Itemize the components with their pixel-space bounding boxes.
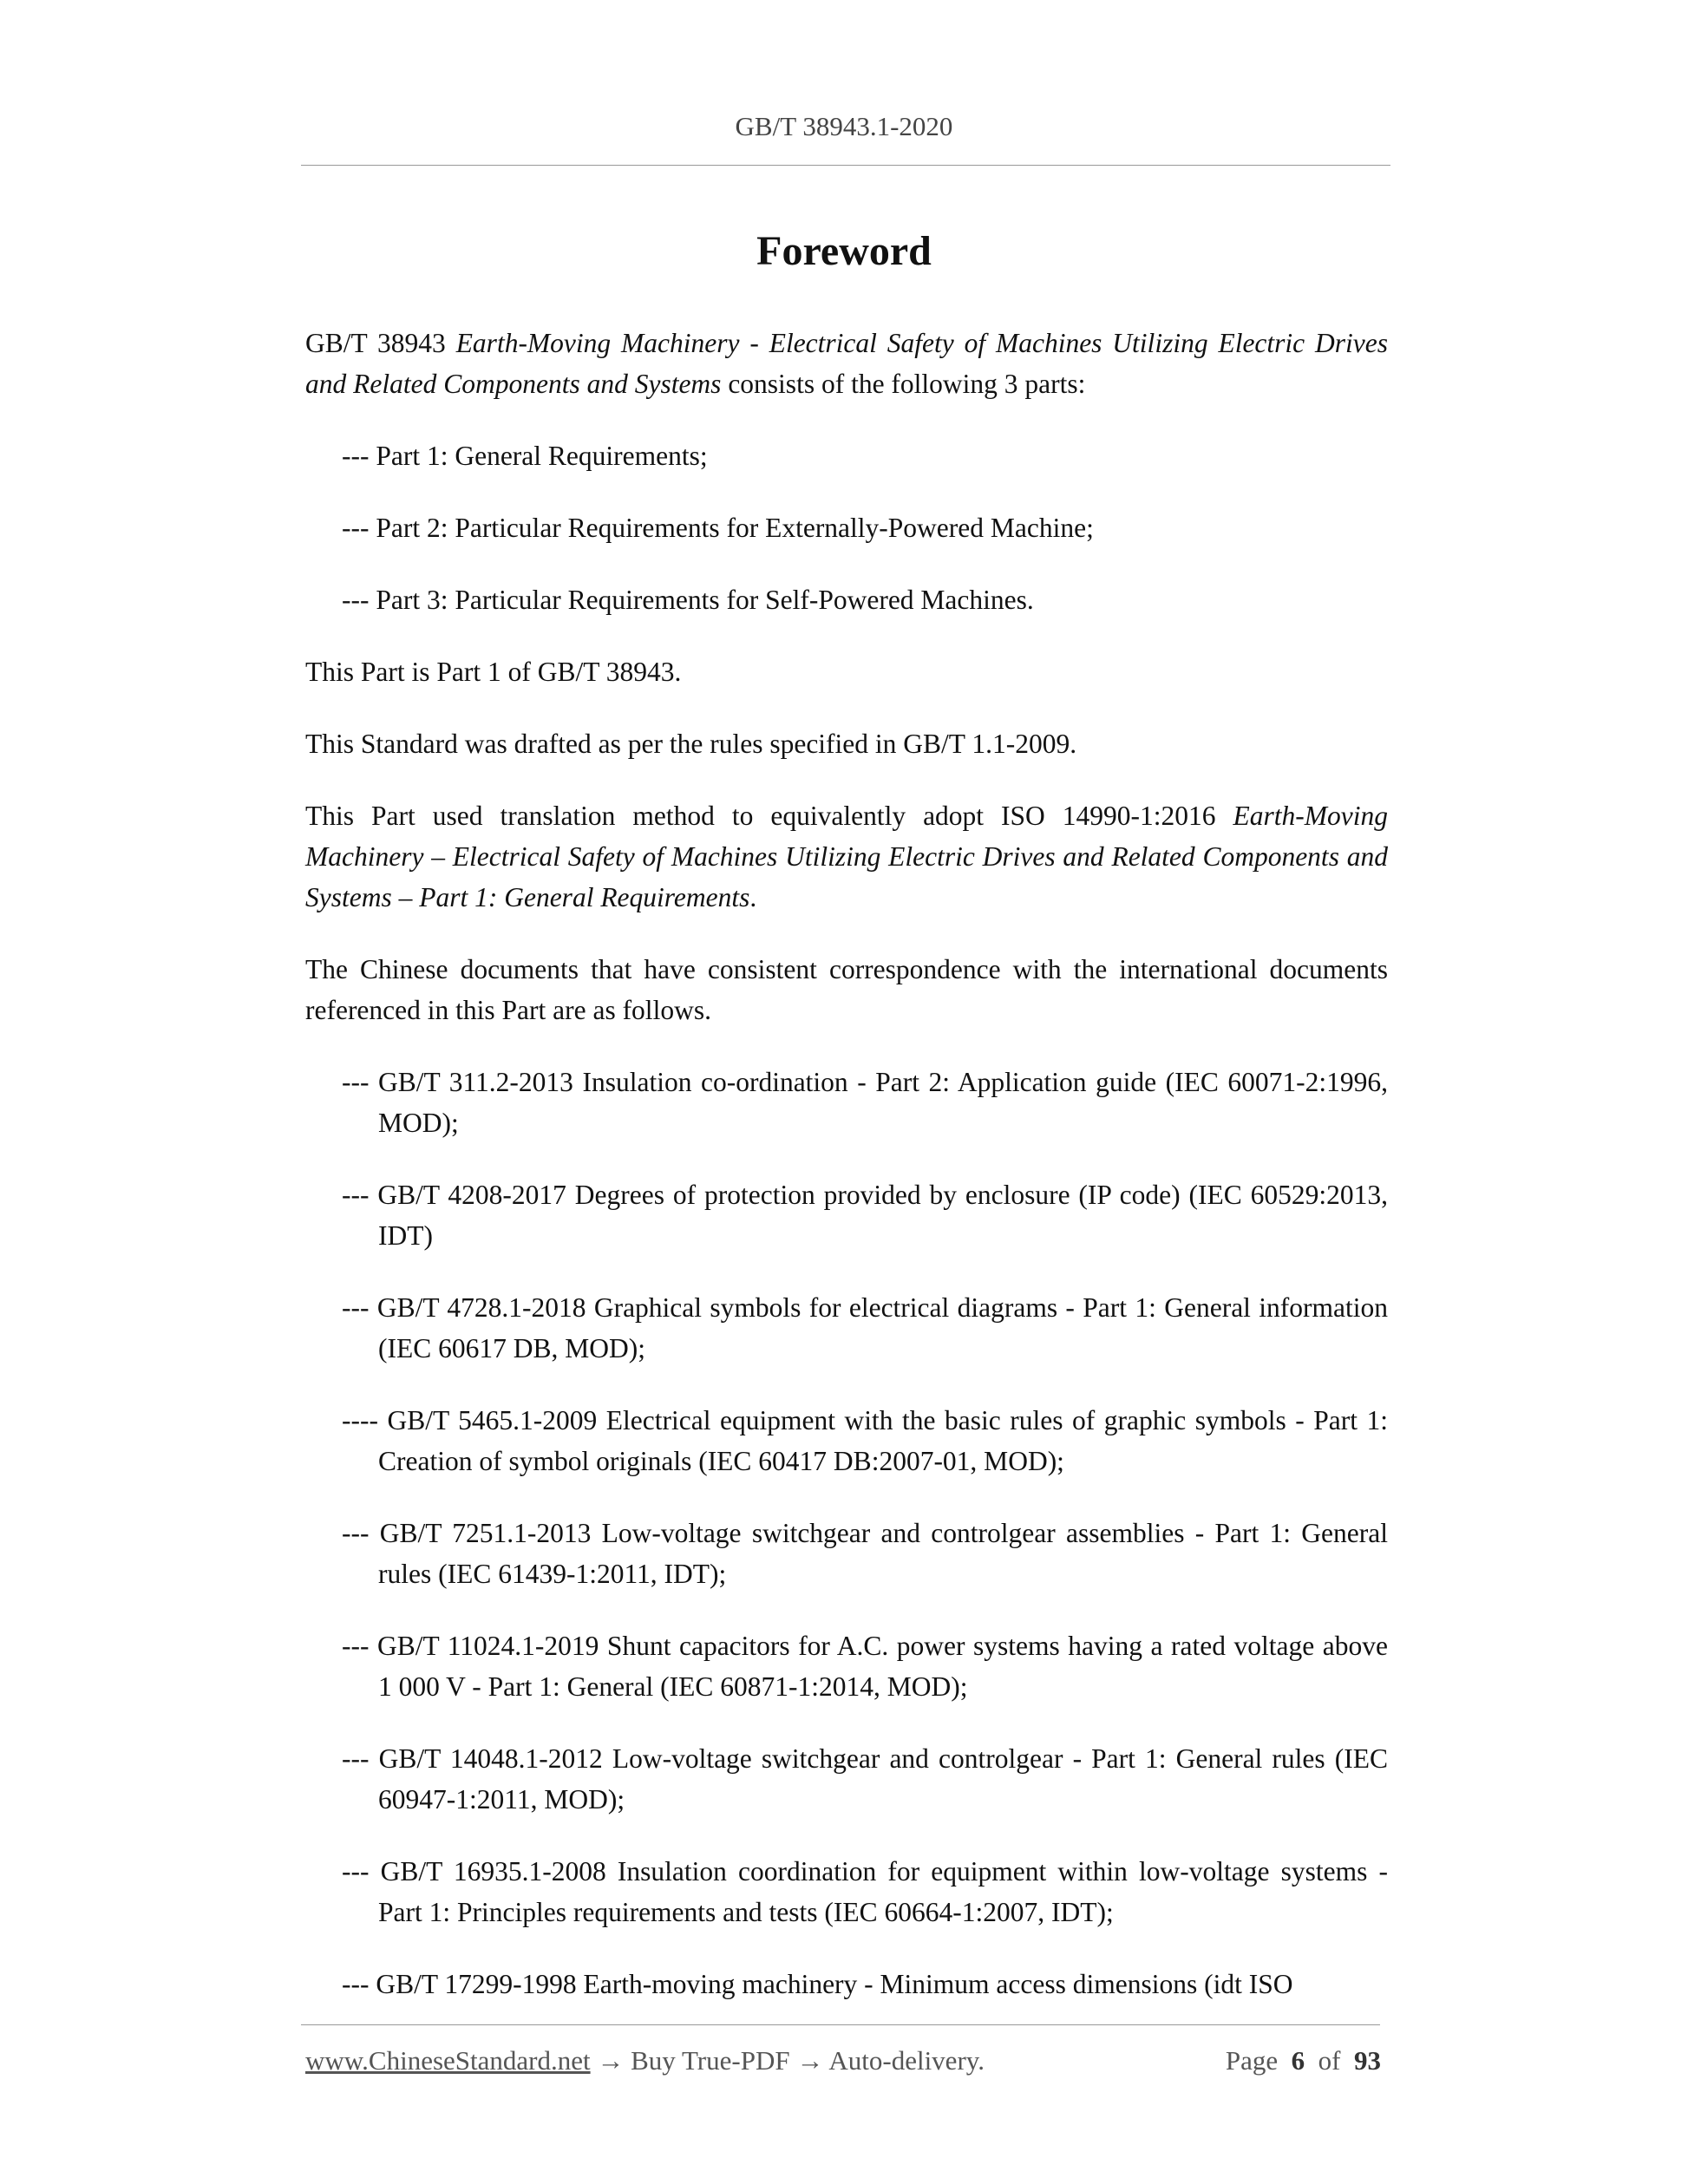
drafted-statement: This Standard was drafted as per the rules specified in GB/T 1.1-2009. <box>305 729 1077 759</box>
reference-item: --- GB/T 17299-1998 Earth-moving machinery - Minimum access dimensions (idt ISO <box>342 1969 1293 1999</box>
page-title: Foreword <box>756 228 932 274</box>
footer-tagline: → Buy True-PDF → Auto-delivery. <box>597 2045 985 2076</box>
site-link[interactable]: www.ChineseStandard.net <box>305 2045 591 2076</box>
current-page-number: 6 <box>1291 2045 1305 2076</box>
reference-item: --- GB/T 11024.1-2019 Shunt capacitors for A.C. power systems having a rated voltage above 1 000 V - Part 1: General (IEC 60871-1:2014, MOD); <box>342 1631 1388 1702</box>
intro-paragraph <box>305 323 1388 404</box>
part-item: --- Part 2: Particular Requirements for Externally-Powered Machine; <box>342 513 1094 543</box>
total-pages-number: 93 <box>1354 2045 1381 2076</box>
part-statement: This Part is Part 1 of GB/T 38943. <box>305 657 682 687</box>
reference-item: --- GB/T 7251.1-2013 Low-voltage switchgear and controlgear assemblies - Part 1: General rules (IEC 61439-1:2011, IDT); <box>342 1518 1388 1589</box>
footer-left <box>305 2045 985 2076</box>
page-label: Page <box>1225 2045 1279 2076</box>
part-item: --- Part 1: General Requirements; <box>342 441 708 471</box>
footer-divider <box>301 2024 1380 2025</box>
reference-item: ---- GB/T 5465.1-2009 Electrical equipment with the basic rules of graphic symbols - Part 1: Creation of symbol originals (IEC 60417 DB:2007-01, MOD); <box>342 1405 1388 1476</box>
part-item: --- Part 3: Particular Requirements for Self-Powered Machines. <box>342 585 1034 615</box>
foreword-body <box>305 323 1388 2036</box>
adopt-suffix: . <box>749 882 757 912</box>
header-divider <box>301 165 1390 166</box>
chinese-docs-paragraph: The Chinese documents that have consistent correspondence with the international documents referenced in this Part are as follows. <box>305 954 1388 1025</box>
adopt-title: Earth-Moving Machinery – Electrical Safety of Machines Utilizing Electric Drives and Related Components and Systems – Part 1: General Requirements <box>305 801 1389 912</box>
adopt-prefix: This Part used translation method to equivalently adopt ISO 14990-1:2016 <box>305 801 1216 831</box>
of-label: of <box>1318 2045 1341 2076</box>
adopt-paragraph <box>305 795 1388 918</box>
reference-item: --- GB/T 311.2-2013 Insulation co-ordination - Part 2: Application guide (IEC 60071-2:1996, MOD); <box>342 1067 1388 1138</box>
reference-item: --- GB/T 4728.1-2018 Graphical symbols for electrical diagrams - Part 1: General information (IEC 60617 DB, MOD); <box>342 1292 1388 1363</box>
reference-item: --- GB/T 16935.1-2008 Insulation coordination for equipment within low-voltage systems - Part 1: Principles requirements and tests (IEC 60664-1:2007, IDT); <box>342 1856 1388 1927</box>
reference-item: --- GB/T 4208-2017 Degrees of protection provided by enclosure (IP code) (IEC 60529:2013, IDT) <box>342 1180 1388 1251</box>
intro-code: GB/T 38943 <box>305 328 446 358</box>
intro-suffix: consists of the following 3 parts: <box>728 369 1086 399</box>
intro-title: Earth-Moving Machinery - Electrical Safety of Machines Utilizing Electric Drives and Related Components and Systems <box>305 328 1388 399</box>
header-doc-number: GB/T 38943.1-2020 <box>735 111 953 141</box>
page-indicator <box>1226 2045 1381 2076</box>
reference-item: --- GB/T 14048.1-2012 Low-voltage switchgear and controlgear - Part 1: General rules (IEC 60947-1:2011, MOD); <box>342 1743 1388 1815</box>
